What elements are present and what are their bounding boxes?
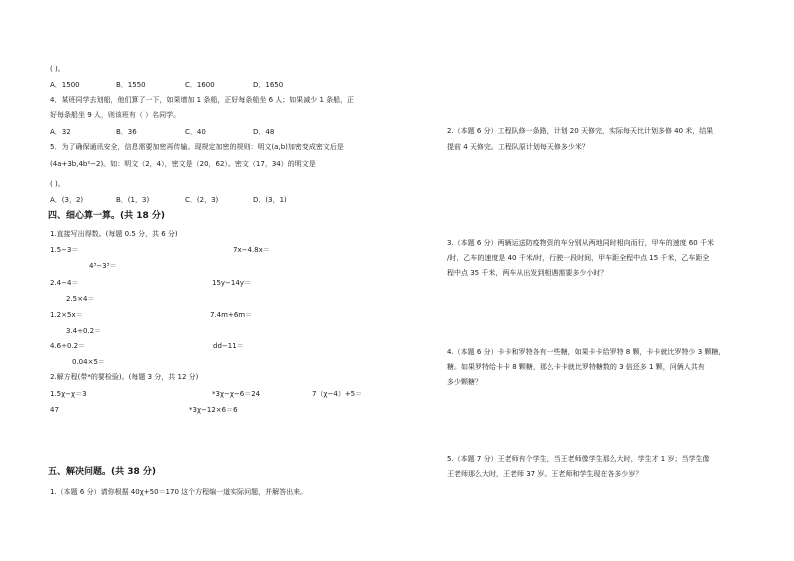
equation-item: *3χ−χ−6＝24 (212, 390, 261, 398)
q5-text-line1: 5．为了确保通讯安全，信息需要加密再传输。现规定加密的规则：明文(a,b)加密变成密文后是 (50, 143, 344, 151)
calc-item: 7x−4.8x＝ (233, 246, 270, 254)
q4-text-line2: 好每条船坐 9 人，则该班有（ ）名同学。 (50, 111, 181, 119)
section-4-title: 四、细心算一算。(共 18 分) (48, 211, 166, 221)
calc-item: 0.04×5＝ (72, 358, 105, 366)
problem-4-line3: 多少颗糖？ (447, 378, 482, 386)
problem-3-line1: 3.（本题 6 分）两辆运送防疫物资的车分别从两地同时相向而行，甲车的速度 60 千米 (447, 239, 714, 247)
calc-item: 4³−3³＝ (89, 262, 117, 270)
equation-item: 7（χ−4）+5＝ (312, 390, 363, 398)
calc-item: 4.6÷0.2＝ (50, 342, 86, 350)
problem-1-text: 1.（本题 6 分）请你根据 40χ+50＝170 这个方程编一道实际问题，并解答出来。 (50, 488, 308, 496)
problem-5-line2: 王老师那么大时，王老师 37 岁。王老师和学生现在各多少岁？ (447, 470, 643, 478)
section-5-title: 五、解决问题。(共 38 分) (48, 467, 157, 477)
q4-option-b: B．36 (116, 128, 137, 136)
calc-item: 1.2×5x＝ (50, 311, 83, 319)
calc-item: 2.4−4＝ (50, 279, 79, 287)
problem-4-line2: 糖。如果罗特给卡卡 8 颗糖，那么卡卡就比罗特糖数的 3 倍还多 1 颗，问俩人共有 (447, 363, 705, 371)
q4-option-d: D．48 (253, 128, 275, 136)
equation-item: *3χ−12×6＝6 (189, 406, 238, 414)
q3-answer-blank: ( )。 (50, 65, 65, 73)
problem-2-line2: 提前 4 天修完。工程队原计划每天修多少米？ (447, 143, 589, 151)
q3-option-a: A．1500 (50, 81, 80, 89)
q5-option-b: B．(1，3) (116, 196, 150, 204)
problem-2-line1: 2.（本题 6 分）工程队修一条路，计划 20 天修完，实际每天比计划多修 40 米，结果 (447, 127, 714, 135)
q5-option-c: C．(2，3) (185, 196, 219, 204)
q3-option-d: D．1650 (253, 81, 284, 89)
calc-item: 7.4m+6m＝ (210, 311, 253, 319)
problem-5-line1: 5.（本题 7 分）王老师有个学生，当王老师像学生那么大时，学生才 1 岁；当学生像 (447, 455, 710, 463)
calc-item: 3.4÷0.2＝ (66, 327, 102, 335)
problem-3-line2: /时，乙车的速度是 40 千米/时，行驶一段时间，甲车距全程中点 15 千米，乙车距全 (447, 254, 710, 262)
q5-answer-blank: ( )。 (50, 180, 65, 188)
problem-4-line1: 4.（本题 6 分）卡卡和罗特各有一些糖，如果卡卡给罗特 8 颗，卡卡就比罗特少 3 颗糖， (447, 348, 726, 356)
q5-option-a: A．(3，2) (50, 196, 84, 204)
q4-option-c: C．40 (185, 128, 206, 136)
calc-item: 2.5×4＝ (66, 295, 95, 303)
equation-item: 1.5χ−χ＝3 (50, 390, 87, 398)
calc-item: dd−11＝ (213, 342, 244, 350)
calc-item: 1.5−3＝ (50, 246, 79, 254)
calc-item: 15y−14y＝ (212, 279, 251, 287)
q4-text-line1: 4．某班同学去划船，他们算了一下，如果增加 1 条船，正好每条船坐 6 人；如果减少 1 条船，正 (50, 96, 355, 104)
q3-option-c: C．1600 (185, 81, 215, 89)
calc-instructions: 1.直接写出得数。(每题 0.5 分，共 6 分) (50, 230, 178, 238)
q5-text-line2: (4a+3b,4b²−2)。如：明文（2，4），密文是（20，62）。密文（17，34）的明文是 (50, 160, 316, 168)
q5-option-d: D．(3，1) (253, 196, 287, 204)
q3-option-b: B．1550 (116, 81, 146, 89)
problem-3-line3: 程中点 35 千米，两车从出发到相遇需要多少小时？ (447, 269, 608, 277)
q4-option-a: A．32 (50, 128, 71, 136)
equation-item: 47 (50, 406, 59, 414)
equation-instructions: 2.解方程(带*的要检验)。(每题 3 分，共 12 分) (50, 373, 199, 381)
